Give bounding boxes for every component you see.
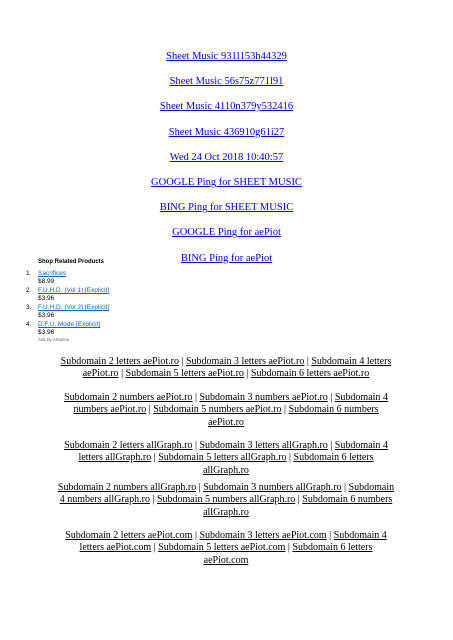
ad-product-item [26,287,238,302]
ad-item-number: 2. [26,287,32,294]
link-separator: | [194,440,197,451]
ad-product-link[interactable]: Sacrifices [38,270,67,277]
link-separator: | [330,440,333,451]
amazon-ads-widget [26,259,238,342]
ad-product-price: $3.96 [38,294,55,302]
link-separator: | [181,356,184,367]
link-separator: | [287,542,290,554]
subdomain-block-allgraph-ro-letters [56,440,396,477]
subdomain-link[interactable]: Subdomain 6 letters allGraph.ro [203,452,374,476]
sheet-music-link-2[interactable]: Sheet Music 56s75z771l91 [169,76,284,88]
link-separator: | [344,482,347,493]
ads-by-amazon-label: Ads by Amazon [38,337,70,342]
link-separator: | [198,482,201,493]
bing-ping-sheet-music-link[interactable]: BING Ping for SHEET MUSIC [159,202,294,214]
subdomain-link[interactable]: Subdomain 6 letters aePiot.com [203,542,373,566]
date-link[interactable]: Wed 24 Oct 2018 10:40:57 [169,151,284,163]
sheet-music-link-4[interactable]: Sheet Music 436910g61i27 [168,126,285,138]
subdomain-link[interactable]: Subdomain 4 letters aePiot.com [79,530,387,554]
subdomain-block-aepiot-ro-letters [56,356,396,381]
subdomain-link[interactable]: Subdomain 5 numbers allGraph.ro [156,494,296,506]
subdomain-link[interactable]: Subdomain 2 letters aePiot.ro [60,356,179,367]
link-separator: | [121,368,124,380]
link-separator: | [153,542,156,554]
subdomain-block-aepiot-com-letters [56,530,396,567]
ad-item-number: 4. [26,321,32,328]
subdomain-link[interactable]: Subdomain 4 letters allGraph.ro [78,440,388,464]
link-separator: | [148,404,151,416]
ad-product-price: $3.96 [38,311,55,319]
ad-product-link[interactable]: D.F.U. Mode [Explicit] [38,321,101,328]
subdomain-link[interactable]: Subdomain 4 numbers aePiot.ro [73,392,388,416]
sheet-music-link-3[interactable]: Sheet Music 4110n379y532416 [159,101,294,113]
ad-product-item [26,270,238,285]
link-separator: | [330,392,333,403]
ad-item-number: 1. [26,270,32,277]
link-separator: | [152,494,155,506]
ad-product-item [26,321,238,336]
subdomain-link[interactable]: Subdomain 3 letters allGraph.ro [199,440,328,451]
google-ping-aepiot-link[interactable]: GOOGLE Ping for aePiot [172,227,281,239]
subdomain-link[interactable]: Subdomain 4 letters aePiot.ro [82,356,392,380]
subdomain-link[interactable]: Subdomain 2 numbers allGraph.ro [57,482,197,493]
ad-product-item [26,304,238,319]
subdomain-link[interactable]: Subdomain 3 letters aePiot.ro [186,356,305,367]
subdomain-link[interactable]: Subdomain 6 numbers allGraph.ro [203,494,393,518]
link-separator: | [297,494,300,506]
link-separator: | [329,530,332,541]
top-link-list [0,50,453,277]
link-separator: | [306,356,309,367]
subdomain-link[interactable]: Subdomain 4 numbers allGraph.ro [59,482,395,506]
link-separator: | [246,368,249,380]
subdomain-block-aepiot-ro-numbers [56,392,396,429]
ads-product-list [26,270,238,336]
google-ping-sheet-music-link[interactable]: GOOGLE Ping for SHEET MUSIC [151,176,302,188]
ad-item-number: 3. [26,304,32,311]
subdomain-link[interactable]: Subdomain 2 letters allGraph.ro [64,440,193,451]
subdomain-link[interactable]: Subdomain 6 numbers aePiot.ro [208,404,379,428]
ad-product-price: $3.96 [38,328,55,336]
link-separator: | [194,392,197,403]
subdomain-link[interactable]: Subdomain 3 numbers allGraph.ro [203,482,342,493]
subdomain-link[interactable]: Subdomain 6 letters aePiot.ro [250,368,370,380]
link-separator: | [284,404,287,416]
ads-title: Shop Related Products [38,259,105,265]
subdomain-link[interactable]: Subdomain 3 numbers aePiot.ro [199,392,328,403]
link-separator: | [153,452,156,464]
subdomain-link[interactable]: Subdomain 2 letters aePiot.com [65,530,193,541]
subdomain-link[interactable]: Subdomain 5 numbers aePiot.ro [153,404,282,416]
link-separator: | [289,452,292,464]
ad-product-price: $8.99 [38,277,55,285]
subdomain-link[interactable]: Subdomain 3 letters aePiot.com [199,530,327,541]
link-separator: | [194,530,197,541]
ad-product-link[interactable]: F.U.H.D. (Vol 2) [Explicit] [38,304,110,311]
sheet-music-link-1[interactable]: Sheet Music 931l153h44329 [166,51,287,62]
subdomain-link[interactable]: Subdomain 5 letters allGraph.ro [158,452,287,464]
ad-product-link[interactable]: F.U.H.D. (Vol 1) [Explicit] [38,287,110,294]
subdomain-link[interactable]: Subdomain 2 numbers aePiot.ro [64,392,193,403]
bing-ping-aepiot-link[interactable]: BING Ping for aePiot [180,252,273,264]
subdomain-link[interactable]: Subdomain 5 letters aePiot.com [158,542,286,554]
subdomain-link[interactable]: Subdomain 5 letters aePiot.ro [125,368,244,380]
subdomain-block-allgraph-ro-numbers [56,482,396,519]
